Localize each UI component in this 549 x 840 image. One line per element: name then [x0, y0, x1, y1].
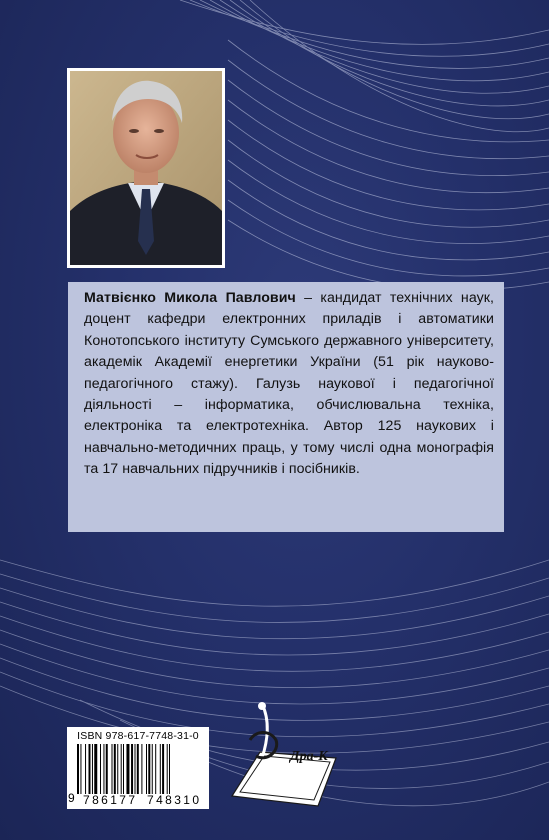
barcode-bar [89, 744, 91, 794]
barcode-bar [77, 744, 79, 794]
author-bio-panel [68, 282, 504, 532]
barcode-bar [85, 744, 86, 794]
barcode-bar [94, 744, 97, 794]
barcode-bar [141, 744, 142, 794]
ean-first-digit: 9 [68, 791, 75, 805]
publisher-logo [226, 700, 348, 812]
barcode-bar [155, 744, 156, 794]
barcode-bar [126, 744, 129, 794]
barcode-bar [106, 744, 108, 794]
barcode-bar [167, 744, 168, 794]
isbn-label: ISBN 978-617-7748-31-0 [77, 730, 199, 742]
author-photo-frame [67, 68, 225, 268]
barcode-bar [146, 744, 147, 794]
barcode-bar [162, 744, 164, 794]
barcode-bar [92, 744, 93, 794]
barcode-bar [103, 744, 104, 794]
barcode-bar [169, 744, 170, 794]
ean-right-digits: 748310 [147, 793, 202, 807]
barcode-bar [131, 744, 133, 794]
author-name: Матвієнко Микола Павлович [84, 290, 296, 306]
barcode-bars [77, 744, 205, 794]
barcode-bar [121, 744, 122, 794]
author-bio-paragraph [84, 288, 494, 481]
barcode-bar [100, 744, 101, 794]
author-bio-text: – кандидат технічних наук, доцент кафедри електронних приладів і автоматики Конотопського інституту Сумського державного університету, академік Академії енергетики України (51 рік науково-педагогічного стажу). Галузь наукової і педагогічної діяльності – інформатика, обчислювальна техніка, електроніка та електротехніка. Автор 125 наукових і навчально-методичних праць, у тому числі одна монографія та 17 навчальних підручників і посібників. [84, 290, 494, 478]
barcode-bar [117, 744, 118, 794]
barcode-bar [152, 744, 153, 794]
barcode-bar [112, 744, 113, 794]
barcode-bar [148, 744, 150, 794]
barcode-bar [135, 744, 136, 794]
barcode-bar [137, 744, 139, 794]
publisher-name: Дра-К [290, 749, 328, 764]
author-portrait-image [70, 71, 222, 265]
ean-left-digits: 786177 [83, 793, 138, 807]
barcode-bar [123, 744, 124, 794]
barcode-bar [80, 744, 81, 794]
barcode-bar [160, 744, 161, 794]
isbn-barcode [67, 727, 209, 809]
barcode-bar [114, 744, 116, 794]
